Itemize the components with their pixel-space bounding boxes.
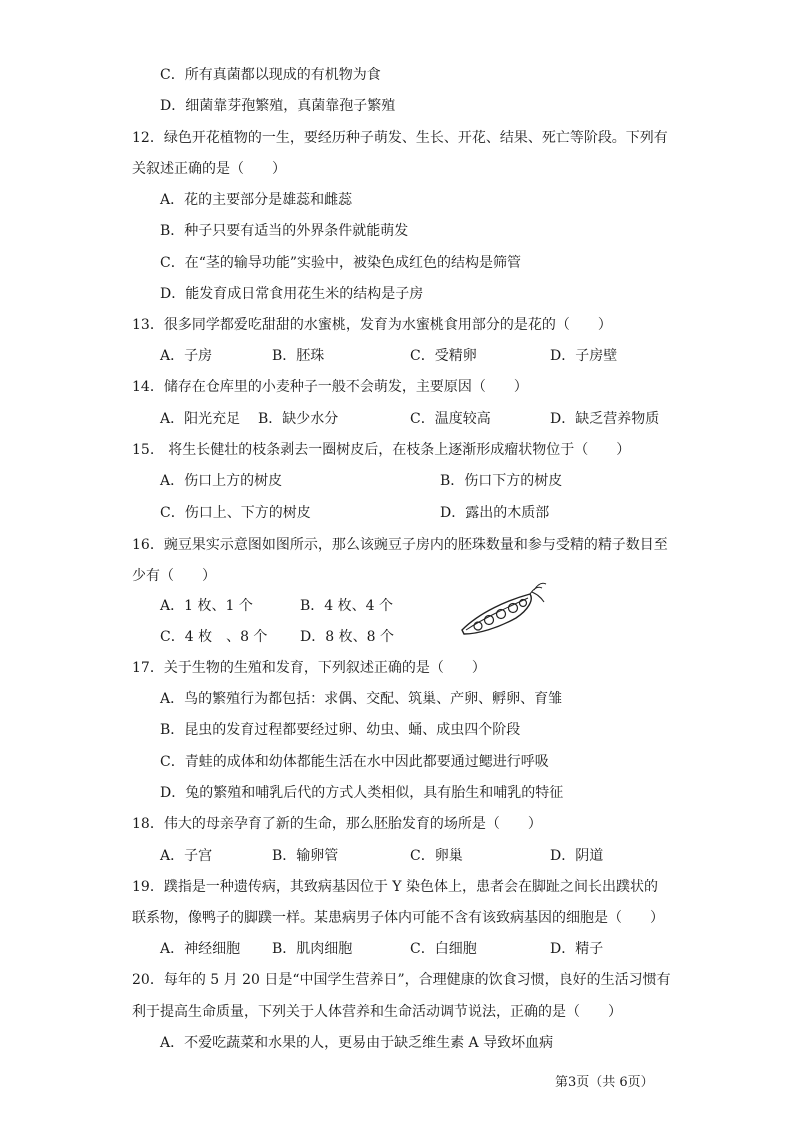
q12-option-b: B．种子只要有适当的外界条件就能萌发 (160, 223, 409, 239)
q14-option-a: A．阳光充足 (160, 411, 241, 427)
q16-option-c: C．4 枚 、8 个 (160, 629, 268, 645)
q14-option-c: C．温度较高 (410, 411, 491, 427)
q12-stem-line1: 12．绿色开花植物的一生，要经历种子萌发、生长、开花、结果、死亡等阶段。下列有 (132, 130, 668, 146)
q17-option-c: C．青蛙的成体和幼体都能生活在水中因此都要通过鳃进行呼吸 (160, 754, 549, 770)
q20-option-a: A．不爱吃蔬菜和水果的人，更易由于缺乏维生素 A 导致坏血病 (160, 1035, 554, 1051)
q18-option-b: B．输卵管 (272, 848, 339, 864)
q19-stem-line1: 19．蹼指是一种遗传病，其致病基因位于 Y 染色体上，患者会在脚趾之间长出蹼状的 (132, 879, 658, 895)
q19-stem-line2: 联系物，像鸭子的脚蹼一样。某患病男子体内可能不含有该致病基因的细胞是（ ） (132, 910, 664, 926)
q17-stem: 17．关于生物的生殖和发育，下列叙述正确的是（ ） (132, 660, 486, 676)
q14-option-d: D．缺乏营养物质 (550, 411, 660, 427)
pea-pod-figure (458, 580, 548, 642)
q16-stem-line1: 16．豌豆果实示意图如图所示，那么该豌豆子房内的胚珠数量和参与受精的精子数目至 (132, 537, 668, 553)
q13-option-a: A．子房 (160, 348, 213, 364)
q13-option-c: C．受精卵 (410, 348, 477, 364)
q15-option-c: C．伤口上、下方的树皮 (160, 505, 311, 521)
q13-option-b: B．胚珠 (272, 348, 325, 364)
q16-option-a: A．1 枚、1 个 (160, 598, 253, 614)
q12-option-a: A．花的主要部分是雄蕊和雌蕊 (160, 192, 353, 208)
q16-stem-line2: 少有（ ） (132, 568, 216, 584)
q13-option-d: D．子房壁 (550, 348, 618, 364)
q14-option-b: B．缺少水分 (258, 411, 339, 427)
q11-option-d: D．细菌靠芽孢繁殖，真菌靠孢子繁殖 (160, 98, 396, 114)
q11-option-c: C．所有真菌都以现成的有机物为食 (160, 67, 381, 83)
q17-option-b: B．昆虫的发育过程都要经过卵、幼虫、蛹、成虫四个阶段 (160, 722, 521, 738)
q15-option-a: A．伤口上方的树皮 (160, 473, 283, 489)
q15-stem: 15. 将生长健壮的枝条剥去一圈树皮后，在枝条上逐渐形成瘤状物位于（ ） (132, 442, 631, 458)
q17-option-a: A．鸟的繁殖行为都包括：求偶、交配、筑巢、产卵、孵卵、育雏 (160, 691, 563, 707)
q13-stem: 13．很多同学都爱吃甜甜的水蜜桃，发育为水蜜桃食用部分的是花的（ ） (132, 317, 612, 333)
q19-option-b: B．肌肉细胞 (272, 941, 353, 957)
q18-option-c: C．卵巢 (410, 848, 463, 864)
q18-stem: 18．伟大的母亲孕育了新的生命，那么胚胎发育的场所是（ ） (132, 816, 542, 832)
q16-option-d: D．8 枚、8 个 (300, 629, 394, 645)
q20-stem-line2: 利于提高生命质量，下列关于人体营养和生命活动调节说法，正确的是（ ） (132, 1004, 622, 1020)
q12-option-d: D．能发育成日常食用花生米的结构是子房 (160, 286, 424, 302)
q15-option-d: D．露出的木质部 (440, 505, 550, 521)
q19-option-d: D．精子 (550, 941, 604, 957)
q19-option-c: C．白细胞 (410, 941, 477, 957)
q18-option-d: D．阴道 (550, 848, 604, 864)
q20-stem-line1: 20．每年的 5 月 20 日是“中国学生营养日”，合理健康的饮食习惯，良好的生活习惯有 (132, 972, 671, 988)
q19-option-a: A．神经细胞 (160, 941, 241, 957)
q14-stem: 14．储存在仓库里的小麦种子一般不会萌发，主要原因（ ） (132, 379, 528, 395)
q17-option-d: D．兔的繁殖和哺乳后代的方式人类相似，具有胎生和哺乳的特征 (160, 785, 564, 801)
page-number-footer: 第3页（共 6页） (555, 1075, 654, 1090)
q12-stem-line2: 关叙述正确的是（ ） (132, 161, 286, 177)
q18-option-a: A．子宫 (160, 848, 213, 864)
q16-option-b: B．4 枚、4 个 (300, 598, 394, 614)
q15-option-b: B．伤口下方的树皮 (440, 473, 563, 489)
q12-option-c: C．在“茎的输导功能”实验中，被染色成红色的结构是筛管 (160, 255, 522, 271)
